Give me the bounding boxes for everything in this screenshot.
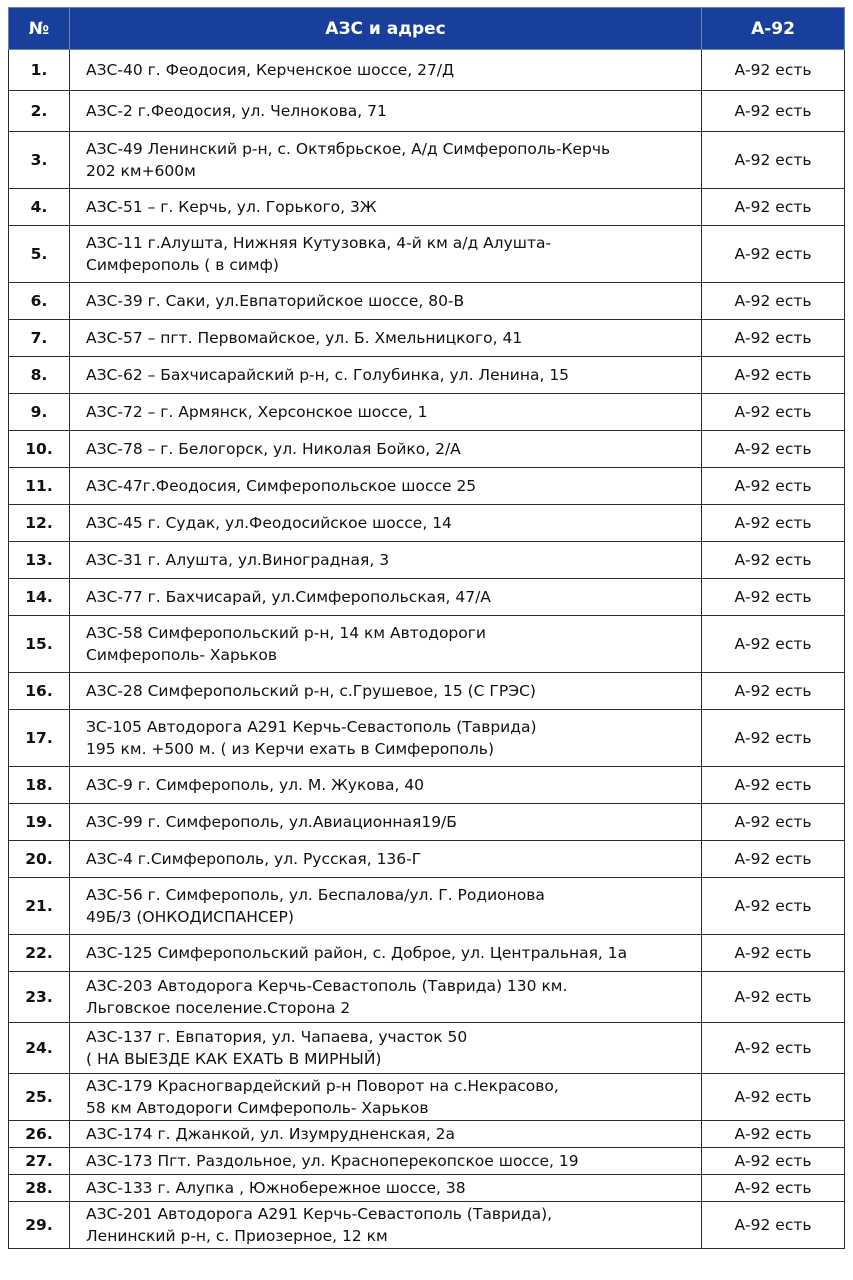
address-line: 202 км+600м [86,162,196,180]
fuel-status: А-92 есть [702,1023,845,1074]
row-number: 20. [9,841,70,878]
fuel-status: А-92 есть [702,283,845,320]
row-number: 10. [9,431,70,468]
fuel-status: А-92 есть [702,1202,845,1249]
address-line: АЗС-78 – г. Белогорск, ул. Николая Бойко, 2/А [86,440,461,458]
address-line: АЗС-77 г. Бахчисарай, ул.Симферопольская, 47/А [86,588,491,606]
row-number: 12. [9,505,70,542]
header-row [9,8,845,50]
row-number: 5. [9,226,70,283]
row-number: 16. [9,673,70,710]
fuel-status: А-92 есть [702,468,845,505]
station-address [70,616,702,673]
row-number: 9. [9,394,70,431]
address-line: Льговское поселение.Сторона 2 [86,999,351,1017]
address-line: 58 км Автодороги Симферополь- Харьков [86,1099,429,1117]
table-row [9,431,845,468]
table-row [9,283,845,320]
row-number: 22. [9,935,70,972]
table-row [9,505,845,542]
address-line: 49Б/3 (ОНКОДИСПАНСЕР) [86,908,294,926]
station-address [70,132,702,189]
station-address [70,50,702,91]
address-line: АЗС-11 г.Алушта, Нижняя Кутузовка, 4-й км а/д Алушта- [86,234,552,252]
fuel-status: А-92 есть [702,1121,845,1148]
address-line: АЗС-4 г.Симферополь, ул. Русская, 136-Г [86,850,422,868]
address-line: АЗС-203 Автодорога Керчь-Севастополь (Таврида) 130 км. [86,977,568,995]
address-line: АЗС-49 Ленинский р-н, с. Октябрьское, А/д Симферополь-Керчь [86,140,611,158]
row-number: 17. [9,710,70,767]
station-address [70,579,702,616]
table-row [9,878,845,935]
row-number: 14. [9,579,70,616]
address-line: АЗС-58 Симферопольский р-н, 14 км Автодороги [86,624,486,642]
row-number: 8. [9,357,70,394]
table-row [9,50,845,91]
fuel-status: А-92 есть [702,226,845,283]
row-number: 2. [9,91,70,132]
station-address [70,320,702,357]
address-line: АЗС-201 Автодорога А291 Керчь-Севастополь (Таврида), [86,1205,553,1223]
station-address [70,841,702,878]
station-address [70,972,702,1023]
row-number: 24. [9,1023,70,1074]
row-number: 4. [9,189,70,226]
address-line: АЗС-28 Симферопольский р-н, с.Грушевое, 15 (С ГРЭС) [86,682,536,700]
table-row [9,616,845,673]
fuel-status: А-92 есть [702,542,845,579]
address-line: АЗС-2 г.Феодосия, ул. Челнокова, 71 [86,102,387,120]
address-line: АЗС-125 Симферопольский район, с. Доброе, ул. Центральная, 1а [86,944,628,962]
address-line: Симферополь ( в симф) [86,256,279,274]
fuel-status: А-92 есть [702,189,845,226]
address-line: АЗС-72 – г. Армянск, Херсонское шоссе, 1 [86,403,428,421]
table-row [9,1175,845,1202]
station-address [70,283,702,320]
address-line: АЗС-47г.Феодосия, Симферопольское шоссе 25 [86,477,477,495]
fuel-status: А-92 есть [702,91,845,132]
table-row [9,1023,845,1074]
table-row [9,841,845,878]
table-row [9,468,845,505]
fuel-status: А-92 есть [702,673,845,710]
address-line: АЗС-179 Красногвардейский р-н Поворот на с.Некрасово, [86,1077,559,1095]
fuel-status: А-92 есть [702,505,845,542]
table-row [9,1121,845,1148]
header-fuel: А-92 [702,8,845,50]
row-number: 11. [9,468,70,505]
station-address [70,505,702,542]
address-line: 195 км. +500 м. ( из Керчи ехать в Симферополь) [86,740,494,758]
table-row [9,394,845,431]
station-address [70,394,702,431]
fuel-station-list [8,7,844,1249]
address-line: АЗС-40 г. Феодосия, Керченское шоссе, 27/Д [86,61,455,79]
table-row [9,673,845,710]
row-number: 25. [9,1074,70,1121]
address-line: АЗС-57 – пгт. Первомайское, ул. Б. Хмельницкого, 41 [86,329,523,347]
station-address [70,226,702,283]
station-address [70,1148,702,1175]
fuel-status: А-92 есть [702,394,845,431]
row-number: 26. [9,1121,70,1148]
row-number: 15. [9,616,70,673]
row-number: 28. [9,1175,70,1202]
table-row [9,972,845,1023]
table-row [9,542,845,579]
row-number: 6. [9,283,70,320]
row-number: 1. [9,50,70,91]
station-address [70,1175,702,1202]
fuel-status: А-92 есть [702,579,845,616]
header-address: АЗС и адрес [70,8,702,50]
fuel-status: А-92 есть [702,1148,845,1175]
address-line: АЗС-51 – г. Керчь, ул. Горького, 3Ж [86,198,377,216]
address-line: АЗС-31 г. Алушта, ул.Виноградная, 3 [86,551,390,569]
table-row [9,710,845,767]
fuel-status: А-92 есть [702,50,845,91]
address-line: ЗС-105 Автодорога А291 Керчь-Севастополь (Таврида) [86,718,537,736]
station-address [70,673,702,710]
row-number: 13. [9,542,70,579]
fuel-status: А-92 есть [702,710,845,767]
fuel-status: А-92 есть [702,972,845,1023]
address-line: АЗС-45 г. Судак, ул.Феодосийское шоссе, 14 [86,514,452,532]
row-number: 18. [9,767,70,804]
table-row [9,1148,845,1175]
table-row [9,935,845,972]
fuel-status: А-92 есть [702,935,845,972]
address-line: АЗС-56 г. Симферополь, ул. Беспалова/ул. Г. Родионова [86,886,545,904]
row-number: 7. [9,320,70,357]
address-line: АЗС-62 – Бахчисарайский р-н, с. Голубинка, ул. Ленина, 15 [86,366,570,384]
row-number: 27. [9,1148,70,1175]
address-line: ( НА ВЫЕЗДЕ КАК ЕХАТЬ В МИРНЫЙ) [86,1050,382,1068]
row-number: 19. [9,804,70,841]
station-address [70,91,702,132]
fuel-status: А-92 есть [702,767,845,804]
station-address [70,935,702,972]
address-line: АЗС-173 Пгт. Раздольное, ул. Красноперекопское шоссе, 19 [86,1152,579,1170]
row-number: 3. [9,132,70,189]
fuel-status: А-92 есть [702,357,845,394]
station-address [70,767,702,804]
address-line: АЗС-9 г. Симферополь, ул. М. Жукова, 40 [86,776,425,794]
station-address [70,878,702,935]
table-row [9,804,845,841]
fuel-status: А-92 есть [702,431,845,468]
fuel-table [8,7,845,1249]
fuel-status: А-92 есть [702,878,845,935]
station-address [70,1121,702,1148]
table-row [9,189,845,226]
header-number: № [9,8,70,50]
table-row [9,579,845,616]
address-line: АЗС-133 г. Алупка , Южнобережное шоссе, 38 [86,1179,466,1197]
station-address [70,1202,702,1249]
station-address [70,1074,702,1121]
station-address [70,357,702,394]
table-row [9,132,845,189]
station-address [70,189,702,226]
address-line: Ленинский р-н, с. Приозерное, 12 км [86,1227,388,1245]
table-body [9,50,845,1249]
address-line: АЗС-137 г. Евпатория, ул. Чапаева, участок 50 [86,1028,468,1046]
address-line: АЗС-99 г. Симферополь, ул.Авиационная19/Б [86,813,457,831]
table-row [9,320,845,357]
table-row [9,767,845,804]
address-line: АЗС-174 г. Джанкой, ул. Изумрудненская, 2а [86,1125,456,1143]
address-line: АЗС-39 г. Саки, ул.Евпаторийское шоссе, 80-В [86,292,465,310]
table-row [9,226,845,283]
station-address [70,710,702,767]
fuel-status: А-92 есть [702,320,845,357]
station-address [70,1023,702,1074]
station-address [70,431,702,468]
row-number: 29. [9,1202,70,1249]
fuel-status: А-92 есть [702,1175,845,1202]
station-address [70,542,702,579]
table-row [9,357,845,394]
table-row [9,91,845,132]
fuel-status: А-92 есть [702,616,845,673]
row-number: 23. [9,972,70,1023]
table-row [9,1202,845,1249]
row-number: 21. [9,878,70,935]
fuel-status: А-92 есть [702,132,845,189]
station-address [70,468,702,505]
fuel-status: А-92 есть [702,1074,845,1121]
station-address [70,804,702,841]
fuel-status: А-92 есть [702,841,845,878]
table-row [9,1074,845,1121]
fuel-status: А-92 есть [702,804,845,841]
address-line: Симферополь- Харьков [86,646,277,664]
